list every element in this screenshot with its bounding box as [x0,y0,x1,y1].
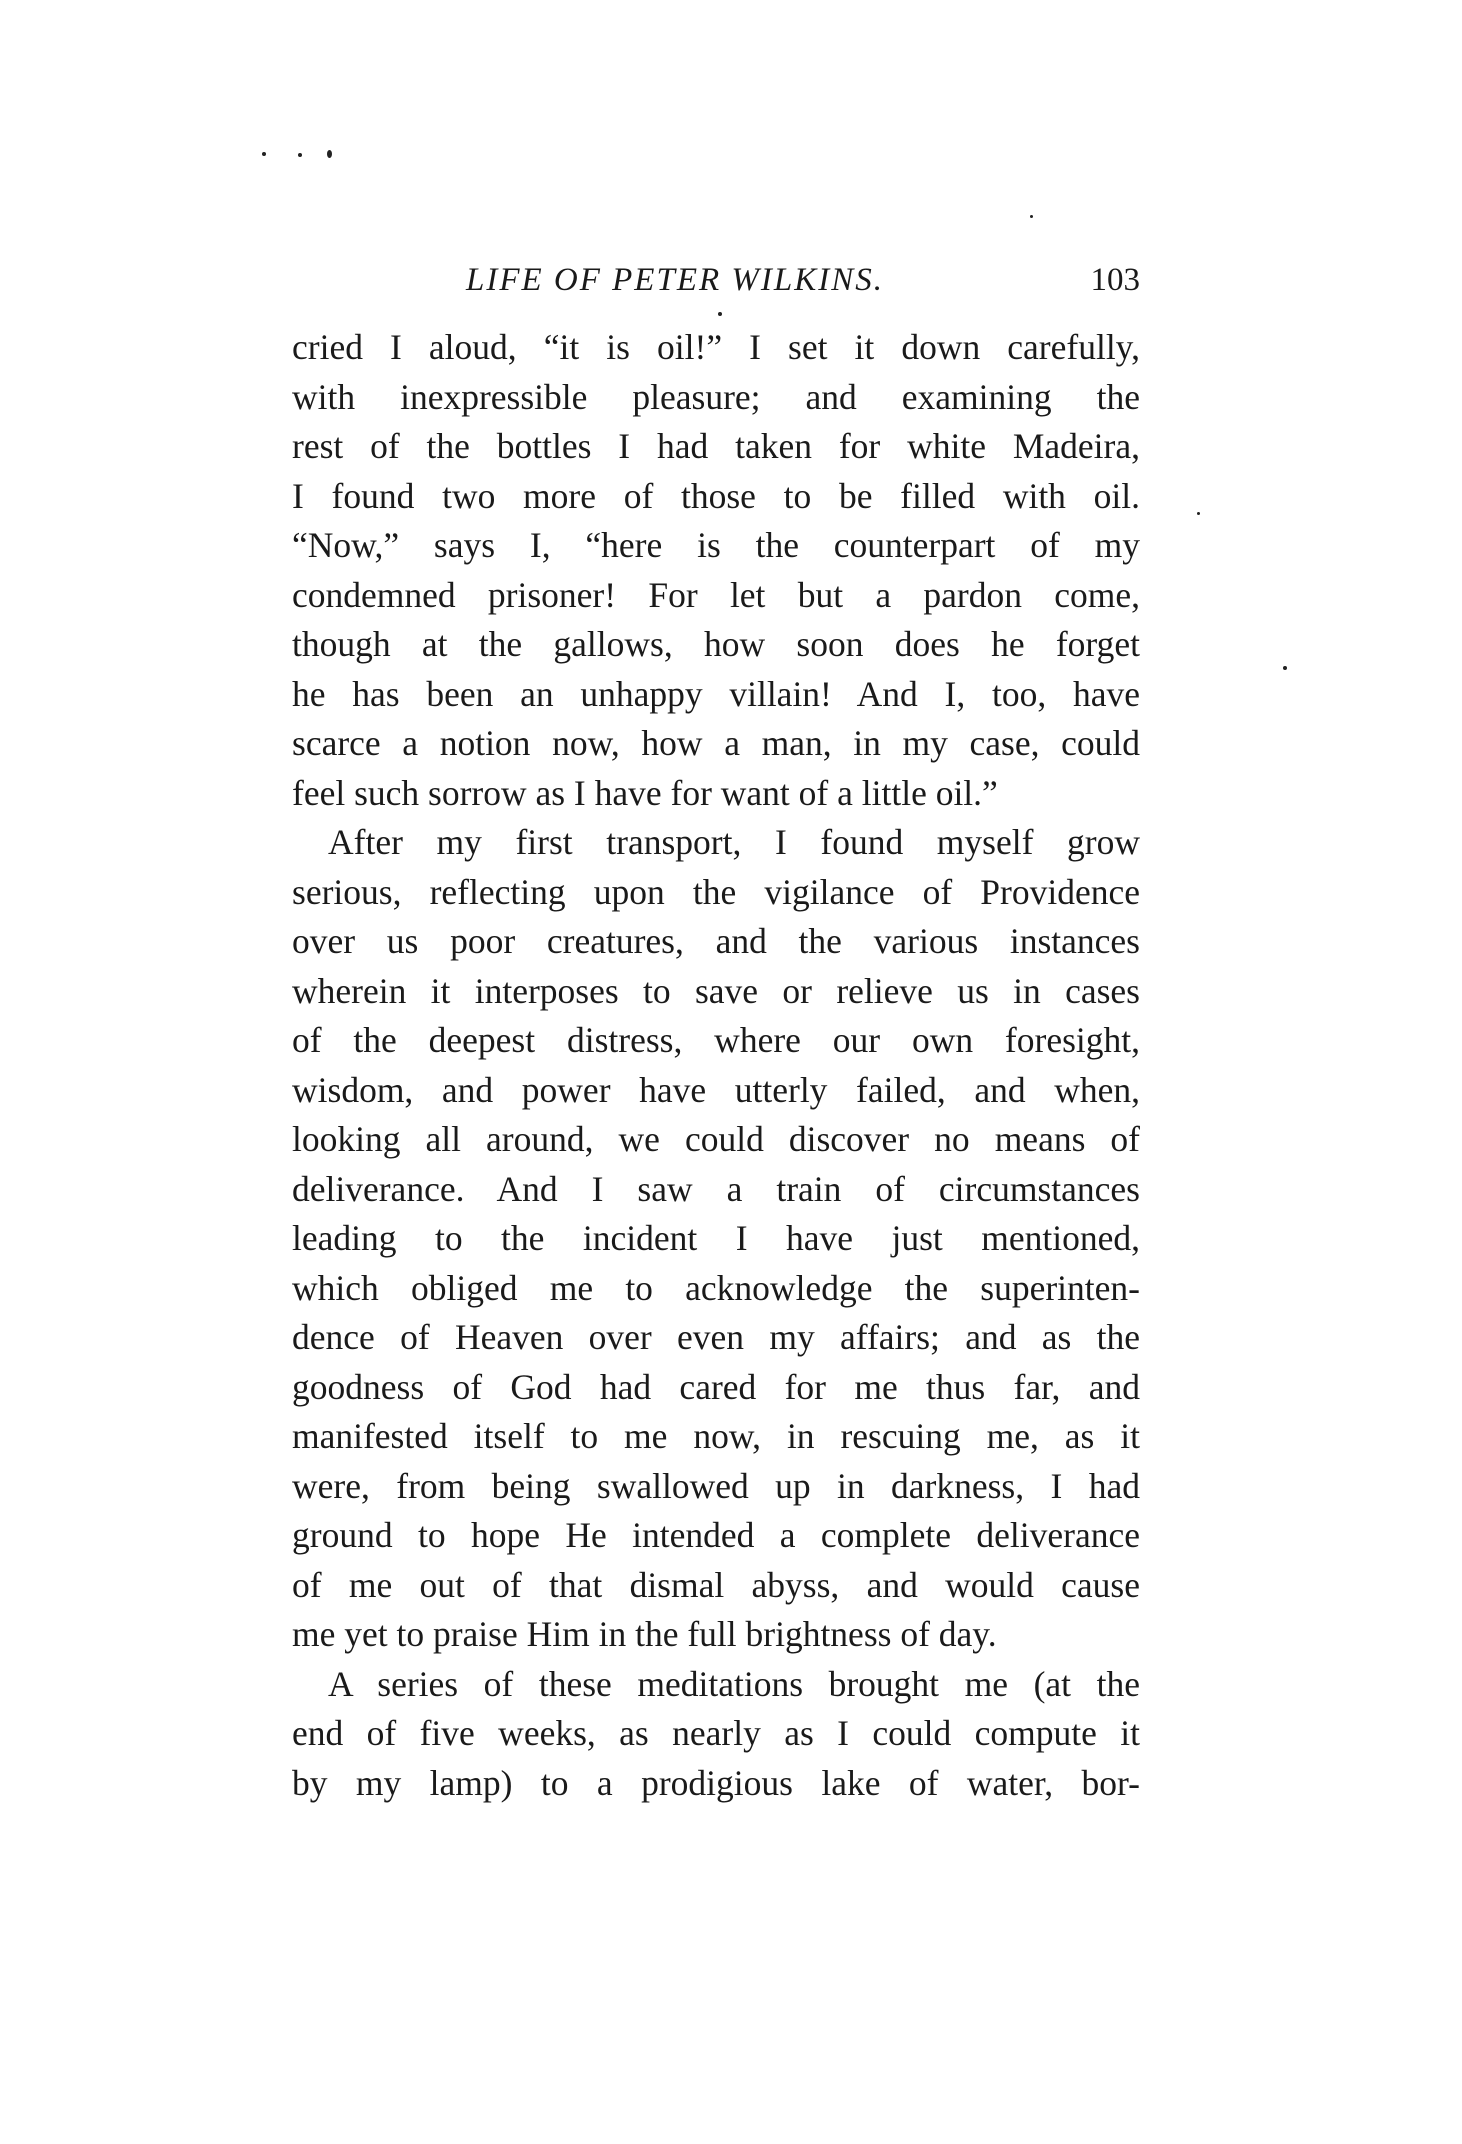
text-line: “Now,” says I, “here is the counterpart of my [292,525,1140,565]
speck [718,312,722,316]
text-line: deliverance. And I saw a train of circumstances [292,1168,1140,1209]
text-line: After my first transport, I found myself grow [328,822,1140,862]
text-line: feel such sorrow as I have for want of a little oil.” [292,772,998,813]
running-title: LIFE OF PETER WILKINS. [466,262,884,298]
text-line: I found two more of those to be filled with oil. [292,475,1140,516]
text-line: wherein it interposes to save or relieve us in cases [292,970,1140,1011]
text-line: leading to the incident I have just mentioned, [292,1218,1140,1258]
text-line: wisdom, and power have utterly failed, and when, [292,1069,1140,1110]
running-header [292,254,1140,306]
text-line: condemned prisoner! For let but a pardon come, [292,574,1140,615]
text-line: with inexpressible pleasure; and examining the [292,376,1140,417]
text-line: of me out of that dismal abyss, and would cause [292,1564,1140,1605]
speck [262,152,266,156]
text-line: which obliged me to acknowledge the superinten- [292,1267,1140,1308]
speck [1030,215,1033,218]
speck [327,150,332,158]
text-line: manifested itself to me now, in rescuing me, as it [292,1416,1140,1456]
text-line: though at the gallows, how soon does he forget [292,624,1140,664]
text-line: he has been an unhappy villain! And I, too, have [292,673,1140,714]
speck [1283,666,1287,670]
text-line: A series of these meditations brought me (at the [328,1663,1140,1704]
text-line: goodness of God had cared for me thus far, and [292,1366,1140,1407]
speck [1197,512,1200,515]
text-line: me yet to praise Him in the full brightness of day. [292,1614,997,1654]
text-line: ground to hope He intended a complete deliverance [292,1515,1140,1555]
text-line: cried I aloud, “it is oil!” I set it down carefully, [292,327,1140,367]
body-text [292,323,1140,1808]
speck [298,153,302,157]
text-line: serious, reflecting upon the vigilance of Providence [292,871,1140,912]
text-line: over us poor creatures, and the various instances [292,921,1140,961]
text-line: end of five weeks, as nearly as I could compute it [292,1713,1140,1753]
page-number: 103 [1090,262,1140,298]
text-line: by my lamp) to a prodigious lake of water, bor- [292,1762,1140,1803]
text-line: dence of Heaven over even my affairs; and as the [292,1317,1140,1357]
text-line: looking all around, we could discover no means of [292,1119,1140,1159]
text-line: of the deepest distress, where our own foresight, [292,1020,1140,1060]
text-line: rest of the bottles I had taken for white Madeira, [292,426,1140,466]
text-line: were, from being swallowed up in darkness, I had [292,1465,1140,1506]
text-line: scarce a notion now, how a man, in my case, could [292,723,1140,763]
